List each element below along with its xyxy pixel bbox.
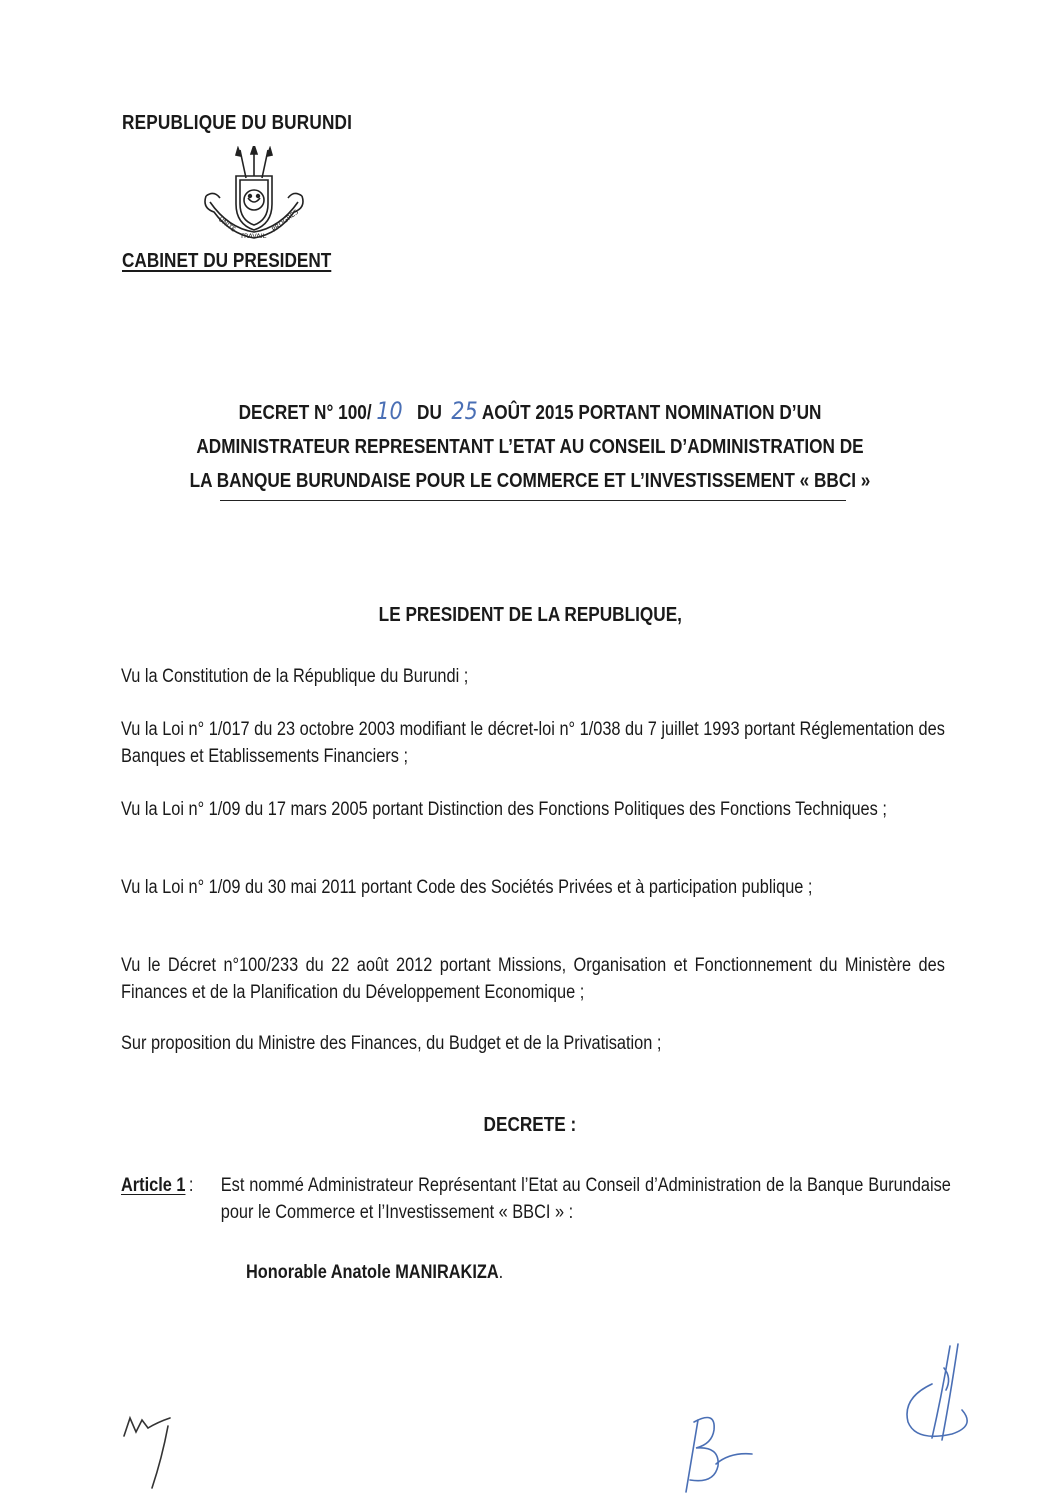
left-initials-signature — [118, 1410, 198, 1494]
consideration-finance-ministry-decree: Vu le Décret n°100/233 du 22 août 2012 portant Missions, Organisation et Fonctionnement du Ministère des Finances et de la Planification du Développement Economique ; — [121, 955, 945, 1003]
svg-text:PROGRES: PROGRES — [270, 207, 300, 234]
decree-title-line-2: ADMINISTRATEUR REPRESENTANT L’ETAT AU CONSEIL D’ADMINISTRATION DE — [196, 436, 864, 458]
coat-of-arms-seal — [200, 146, 308, 250]
consideration-functions-law: Vu la Loi n° 1/09 du 17 mars 2005 portant Distinction des Fonctions Politiques des Fonctions Techniques ; — [121, 799, 887, 820]
consideration-banking-law: Vu la Loi n° 1/017 du 23 octobre 2003 modifiant le décret-loi n° 1/038 du 7 juillet 1993 portant Réglementation des Banques et Etablissements Financiers ; — [121, 719, 945, 767]
consideration-constitution: Vu la Constitution de la République du Burundi ; — [121, 666, 469, 687]
decree-title-line-3: LA BANQUE BURUNDAISE POUR LE COMMERCE ET L’INVESTISSEMENT « BBCI » — [189, 470, 871, 492]
handwritten-decree-number: 10 — [376, 397, 403, 425]
article-1: Article 1 : Est nommé Administrateur Représentant l’Etat au Conseil d’Administration de la Banque Burundaise pour le Commerce et l’Investissement « BBCI » : — [121, 1172, 951, 1199]
consideration-companies-code: Vu la Loi n° 1/09 du 30 mai 2011 portant Code des Sociétés Privées et à participation publique ; — [121, 877, 813, 898]
country-heading: REPUBLIQUE DU BURUNDI — [122, 112, 353, 134]
right-signature — [892, 1338, 982, 1448]
seal-motto-text: UNITE — [216, 215, 238, 234]
president-heading: LE PRESIDENT DE LA REPUBLIQUE, — [378, 604, 682, 626]
consideration-proposal: Sur proposition du Ministre des Finances, du Budget et de la Privatisation ; — [121, 1033, 662, 1054]
svg-text:TRAVAIL: TRAVAIL — [240, 232, 267, 240]
handwritten-day: 25 — [451, 397, 478, 425]
article-1-text: Est nommé Administrateur Représentant l’Etat au Conseil d’Administration de la Banque Burundaise pour le Commerce et l’Investissement « BBCI » : — [220, 1175, 951, 1223]
article-1-label: Article 1 — [121, 1175, 186, 1196]
decree-title-line-1: DECRET N° 100/ 10 DU 25 AOÛT 2015 PORTANT NOMINATION D’UN — [238, 397, 822, 425]
decree-title — [100, 394, 960, 498]
middle-initials-signature — [672, 1408, 772, 1496]
appointee-name: Honorable Anatole MANIRAKIZA. — [246, 1262, 504, 1283]
office-heading: CABINET DU PRESIDENT — [122, 250, 332, 272]
title-divider — [220, 500, 846, 501]
decrete-heading: DECRETE : — [483, 1114, 577, 1136]
